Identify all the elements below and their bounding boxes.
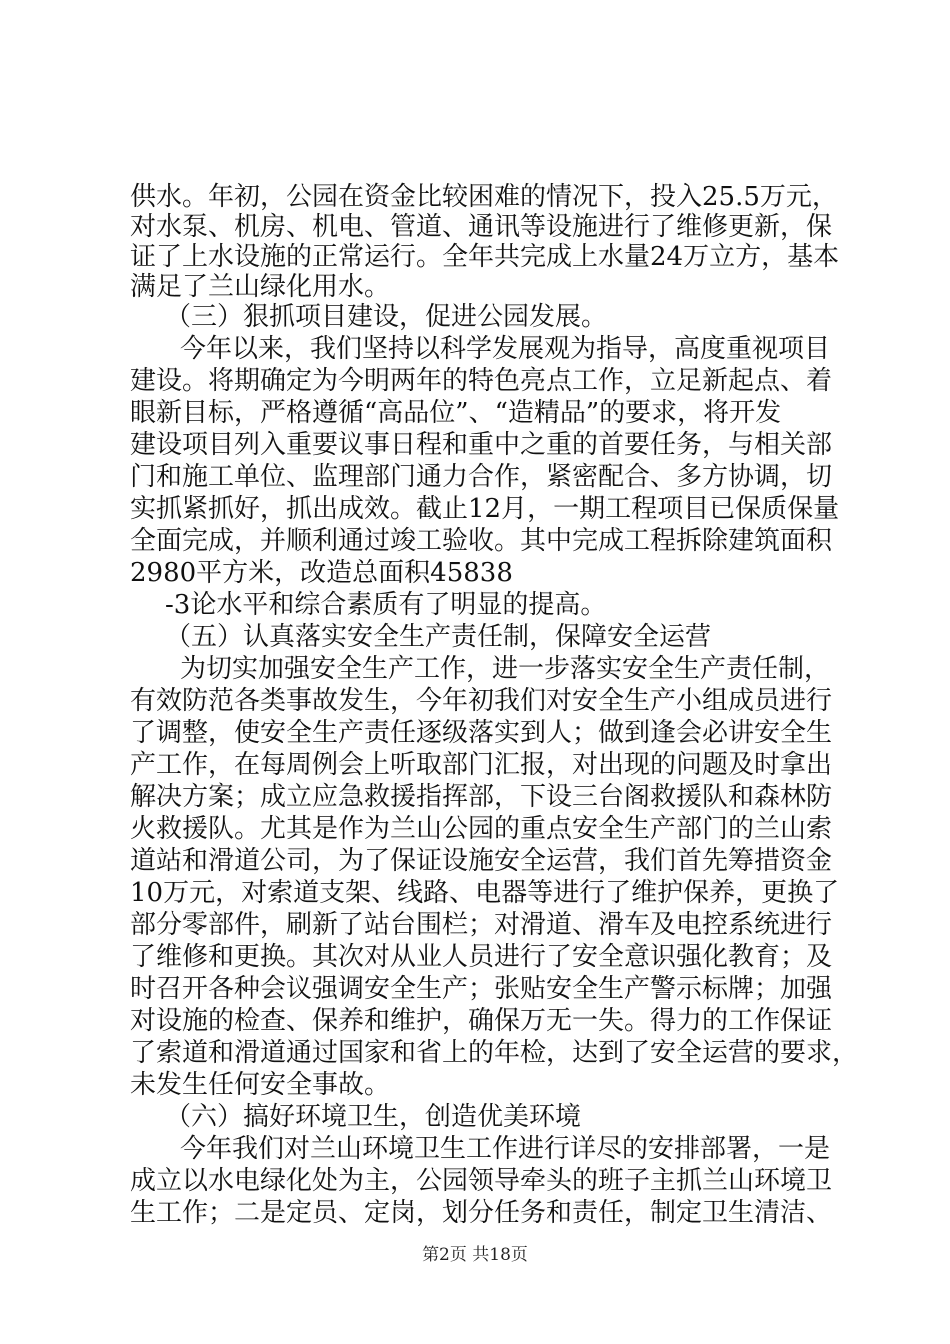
- body-line-4: 满足了兰山绿化用水。: [130, 272, 391, 302]
- body-line-11: 实抓紧抓好，抓出成效。截止12月，一期工程项目已保质保量: [130, 494, 840, 524]
- body-line-25: 了维修和更换。其次对从业人员进行了安全意识强化教育；及: [130, 942, 833, 972]
- body-line-12: 全面完成，并顺利通过竣工验收。其中完成工程拆除建筑面积: [130, 526, 833, 556]
- section-heading-3: （三）狠抓项目建设，促进公园发展。: [165, 302, 608, 332]
- body-line-9: 建设项目列入重要议事日程和重中之重的首要任务，与相关部: [130, 430, 833, 460]
- body-line-23: 10万元，对索道支架、线路、电器等进行了维护保养，更换了: [130, 878, 840, 908]
- body-line-32: 成立以水电绿化处为主，公园领导牵头的班子主抓兰山环境卫: [130, 1166, 833, 1196]
- body-line-21: 火救援队。尤其是作为兰山公园的重点安全生产部门的兰山索: [130, 814, 833, 844]
- body-line-7: 建设。将期确定为今明两年的特色亮点工作，立足新起点、着: [130, 366, 833, 396]
- body-line-13: 2980平方米，改造总面积45838: [130, 558, 513, 588]
- body-line-29: 未发生任何安全事故。: [130, 1070, 391, 1100]
- body-line-31: 今年我们对兰山环境卫生工作进行详尽的安排部署，一是: [180, 1134, 831, 1164]
- body-line-28: 了索道和滑道通过国家和省上的年检，达到了安全运营的要求，: [130, 1038, 859, 1068]
- body-line-2: 对水泵、机房、机电、管道、通讯等设施进行了维修更新，保: [130, 212, 833, 242]
- body-line-10: 门和施工单位、监理部门通力合作，紧密配合、多方协调，切: [130, 462, 833, 492]
- section-heading-6: （六）搞好环境卫生，创造优美环境: [165, 1102, 582, 1132]
- body-line-18: 了调整，使安全生产责任逐级落实到人；做到逢会必讲安全生: [130, 718, 833, 748]
- body-line-1: 供水。年初，公园在资金比较困难的情况下，投入25.5万元，: [130, 182, 838, 212]
- body-line-20: 解决方案；成立应急救援指挥部，下设三台阁救援队和森林防: [130, 782, 833, 812]
- body-line-33: 生工作；二是定员、定岗，划分任务和责任，制定卫生清洁、: [130, 1198, 833, 1228]
- body-line-19: 产工作，在每周例会上听取部门汇报，对出现的问题及时拿出: [130, 750, 833, 780]
- body-line-14: -3论水平和综合素质有了明显的提高。: [165, 590, 607, 620]
- body-line-3: 证了上水设施的正常运行。全年共完成上水量24万立方，基本: [130, 242, 840, 272]
- page-number-footer: 第2页 共18页: [422, 1245, 528, 1265]
- body-line-17: 有效防范各类事故发生，今年初我们对安全生产小组成员进行: [130, 686, 833, 716]
- body-line-16: 为切实加强安全生产工作，进一步落实安全生产责任制，: [180, 654, 831, 684]
- body-line-8: 眼新目标，严格遵循“高品位”、“造精品”的要求，将开发: [130, 398, 782, 428]
- body-line-22: 道站和滑道公司，为了保证设施安全运营，我们首先筹措资金: [130, 846, 833, 876]
- section-heading-5: （五）认真落实安全生产责任制，保障安全运营: [165, 622, 712, 652]
- body-line-26: 时召开各种会议强调安全生产；张贴安全生产警示标牌；加强: [130, 974, 833, 1004]
- body-line-6: 今年以来，我们坚持以科学发展观为指导，高度重视项目: [180, 334, 831, 364]
- body-line-27: 对设施的检查、保养和维护，确保万无一失。得力的工作保证: [130, 1006, 833, 1036]
- body-line-24: 部分零部件，刷新了站台围栏；对滑道、滑车及电控系统进行: [130, 910, 833, 940]
